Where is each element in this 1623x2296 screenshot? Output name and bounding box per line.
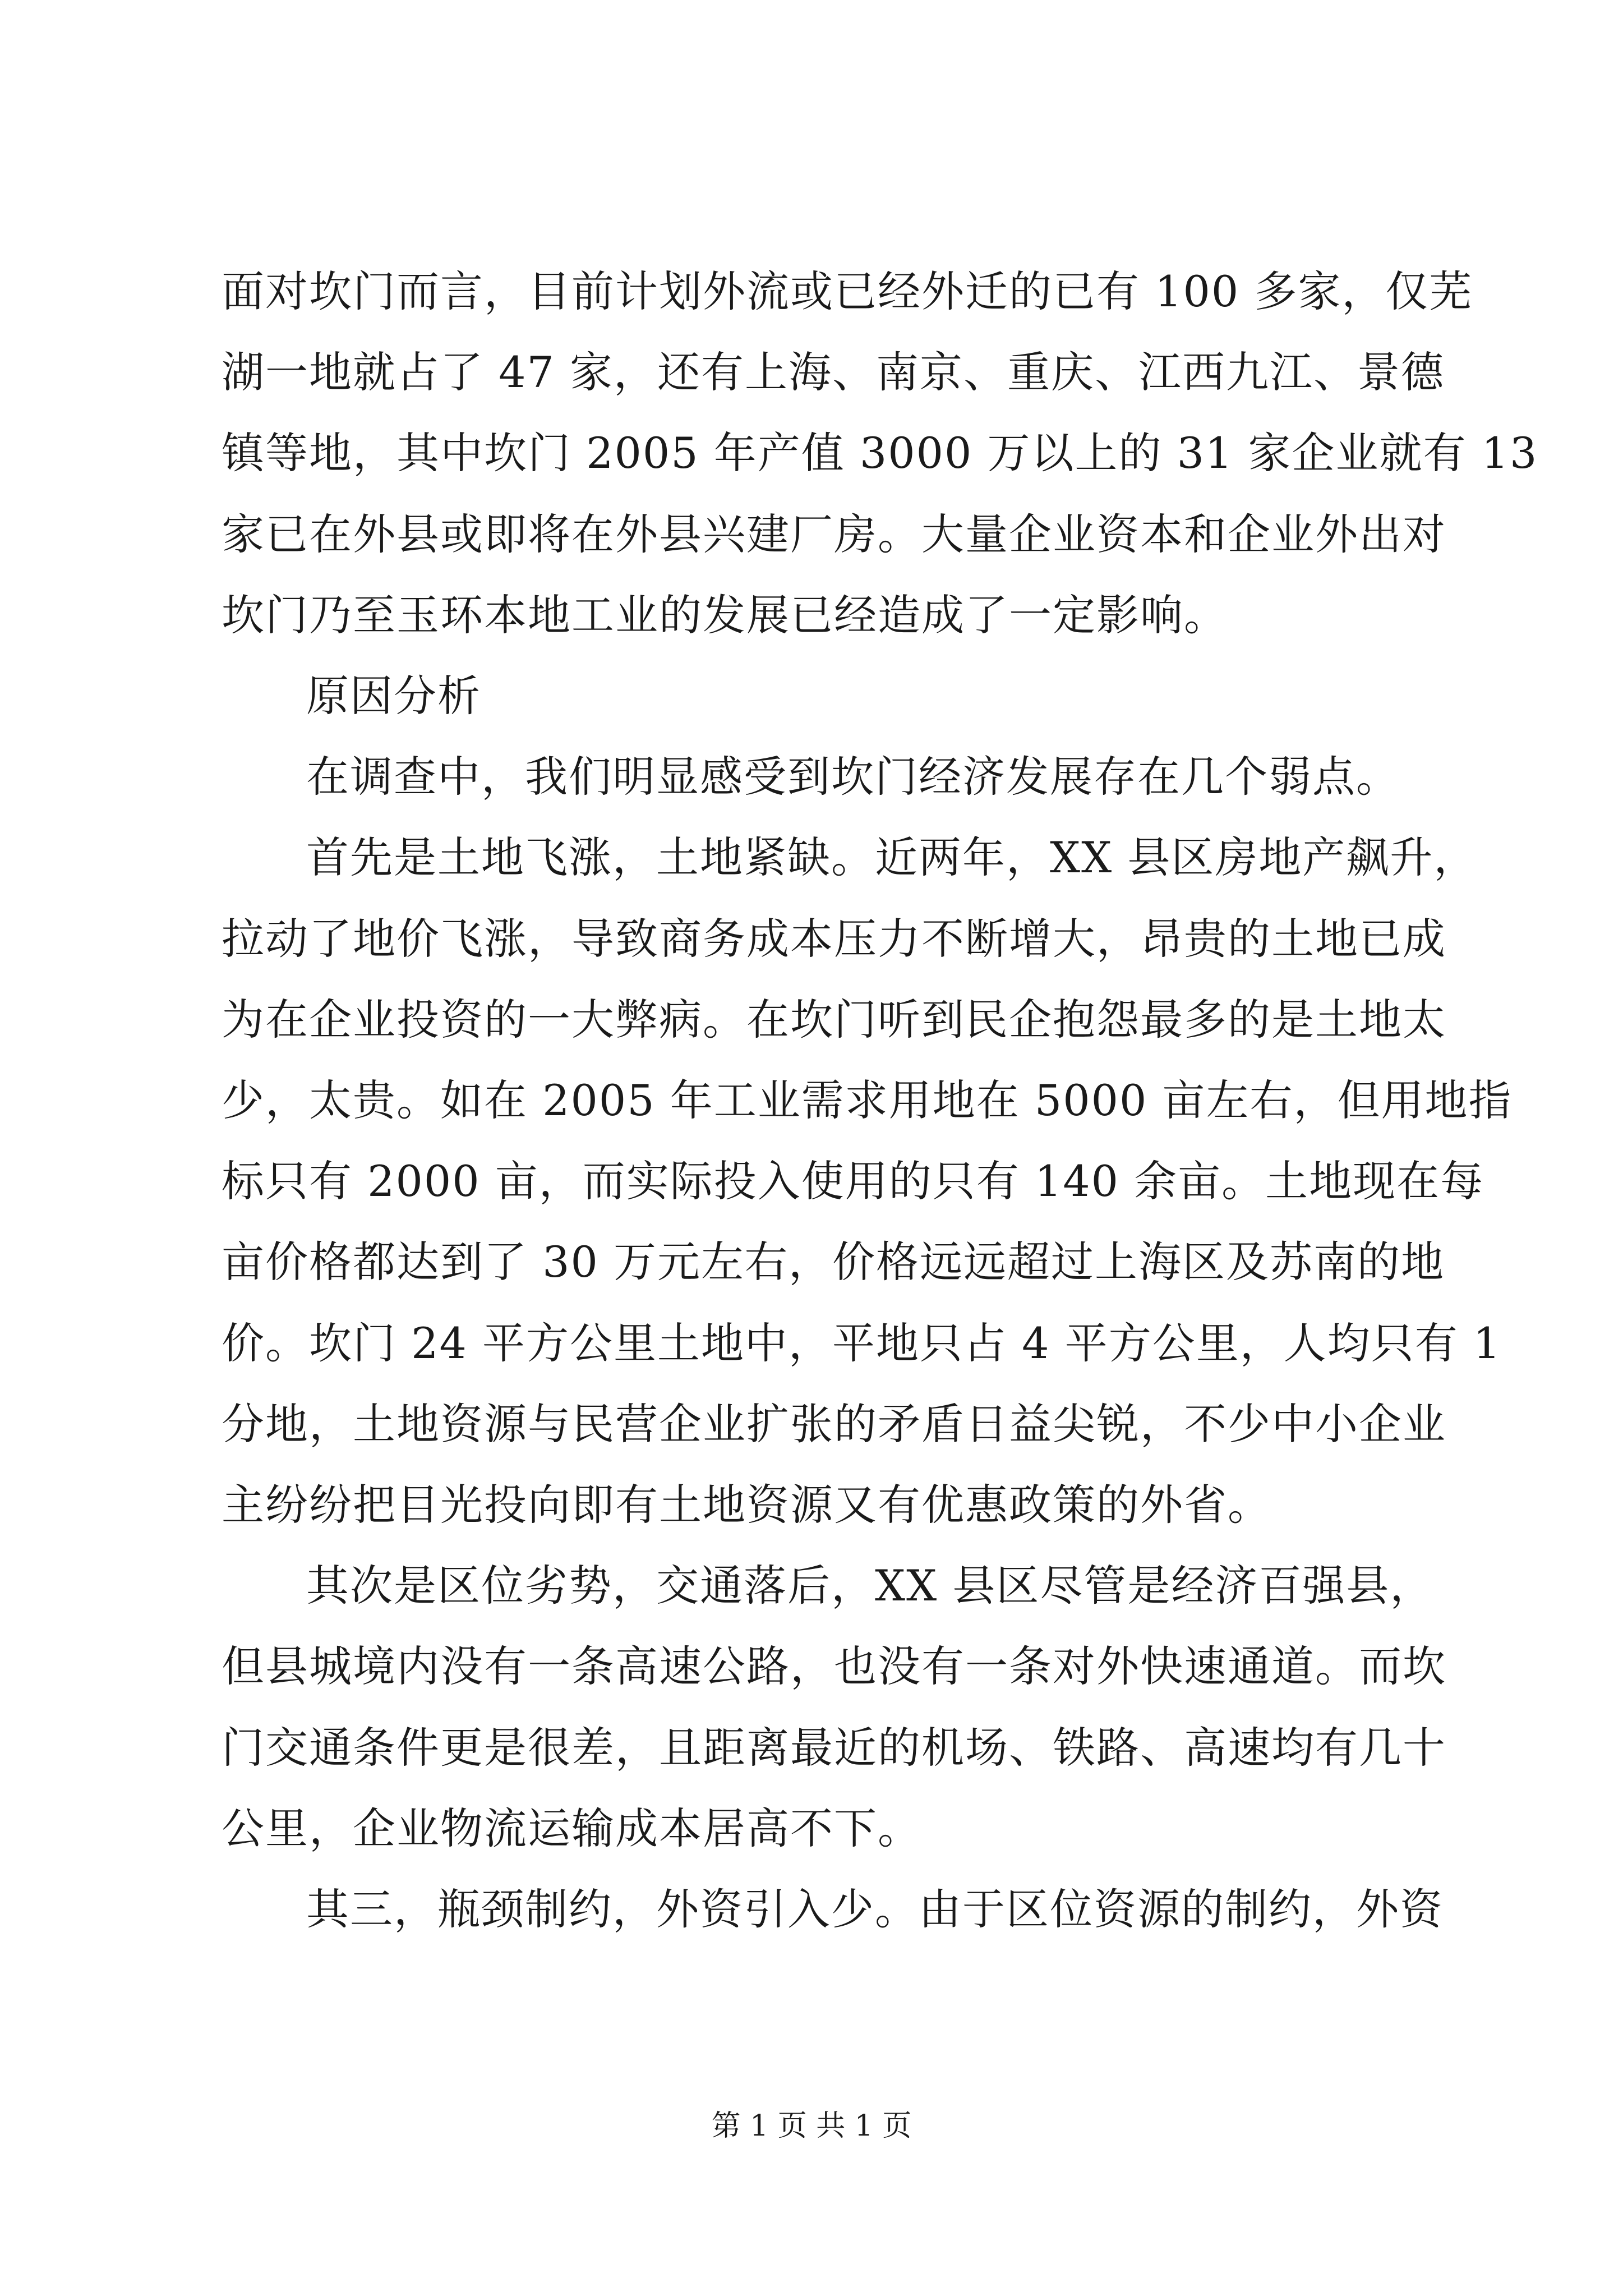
text-line-15: 分地，土地资源与民营企业扩张的矛盾日益尖锐，不少中小企业 [222,1399,1446,1449]
text-line-2: 湖一地就占了 47 家，还有上海、南京、重庆、江西九江、景德 [222,347,1445,397]
text-line-7: 在调查中，我们明显感受到坎门经济发展存在几个弱点。 [306,752,1400,802]
text-line-3: 镇等地，其中坎门 2005 年产值 3000 万以上的 31 家企业就有 13 [222,428,1538,478]
text-line-20: 公里，企业物流运输成本居高不下。 [222,1803,921,1853]
text-line-9: 拉动了地价飞涨，导致商务成本压力不断增大，昂贵的土地已成 [222,914,1446,964]
page-footer: 第 1 页 共 1 页 [711,2109,912,2143]
text-line-8: 首先是土地飞涨，土地紧缺。近两年，XX 县区房地产飙升， [306,832,1478,882]
text-line-4: 家已在外县或即将在外县兴建厂房。大量企业资本和企业外出对 [222,509,1446,559]
text-line-21: 其三，瓶颈制约，外资引入少。由于区位资源的制约，外资 [306,1884,1444,1934]
text-line-1: 面对坎门而言，目前计划外流或已经外迁的已有 100 多家，仅芜 [222,266,1473,316]
text-line-12: 标只有 2000 亩，而实际投入使用的只有 140 余亩。土地现在每 [222,1156,1484,1206]
text-line-10: 为在企业投资的一大弊病。在坎门听到民企抱怨最多的是土地太 [222,995,1446,1045]
text-line-13: 亩价格都达到了 30 万元左右，价格远远超过上海区及苏南的地 [222,1237,1445,1287]
text-line-16: 主纷纷把目光投向即有土地资源又有优惠政策的外省。 [222,1480,1271,1530]
section-heading: 原因分析 [306,671,481,721]
text-line-14: 价。坎门 24 平方公里土地中，平地只占 4 平方公里，人均只有 1 [222,1318,1502,1368]
text-line-5: 坎门乃至玉环本地工业的发展已经造成了一定影响。 [222,590,1228,640]
text-line-17: 其次是区位劣势，交通落后，XX 县区尽管是经济百强县， [306,1561,1434,1611]
text-line-19: 门交通条件更是很差，且距离最近的机场、铁路、高速均有几十 [222,1723,1446,1773]
text-line-18: 但县城境内没有一条高速公路，也没有一条对外快速通道。而坎 [222,1641,1446,1691]
text-line-11: 少，太贵。如在 2005 年工业需求用地在 5000 亩左右，但用地指 [222,1075,1513,1125]
